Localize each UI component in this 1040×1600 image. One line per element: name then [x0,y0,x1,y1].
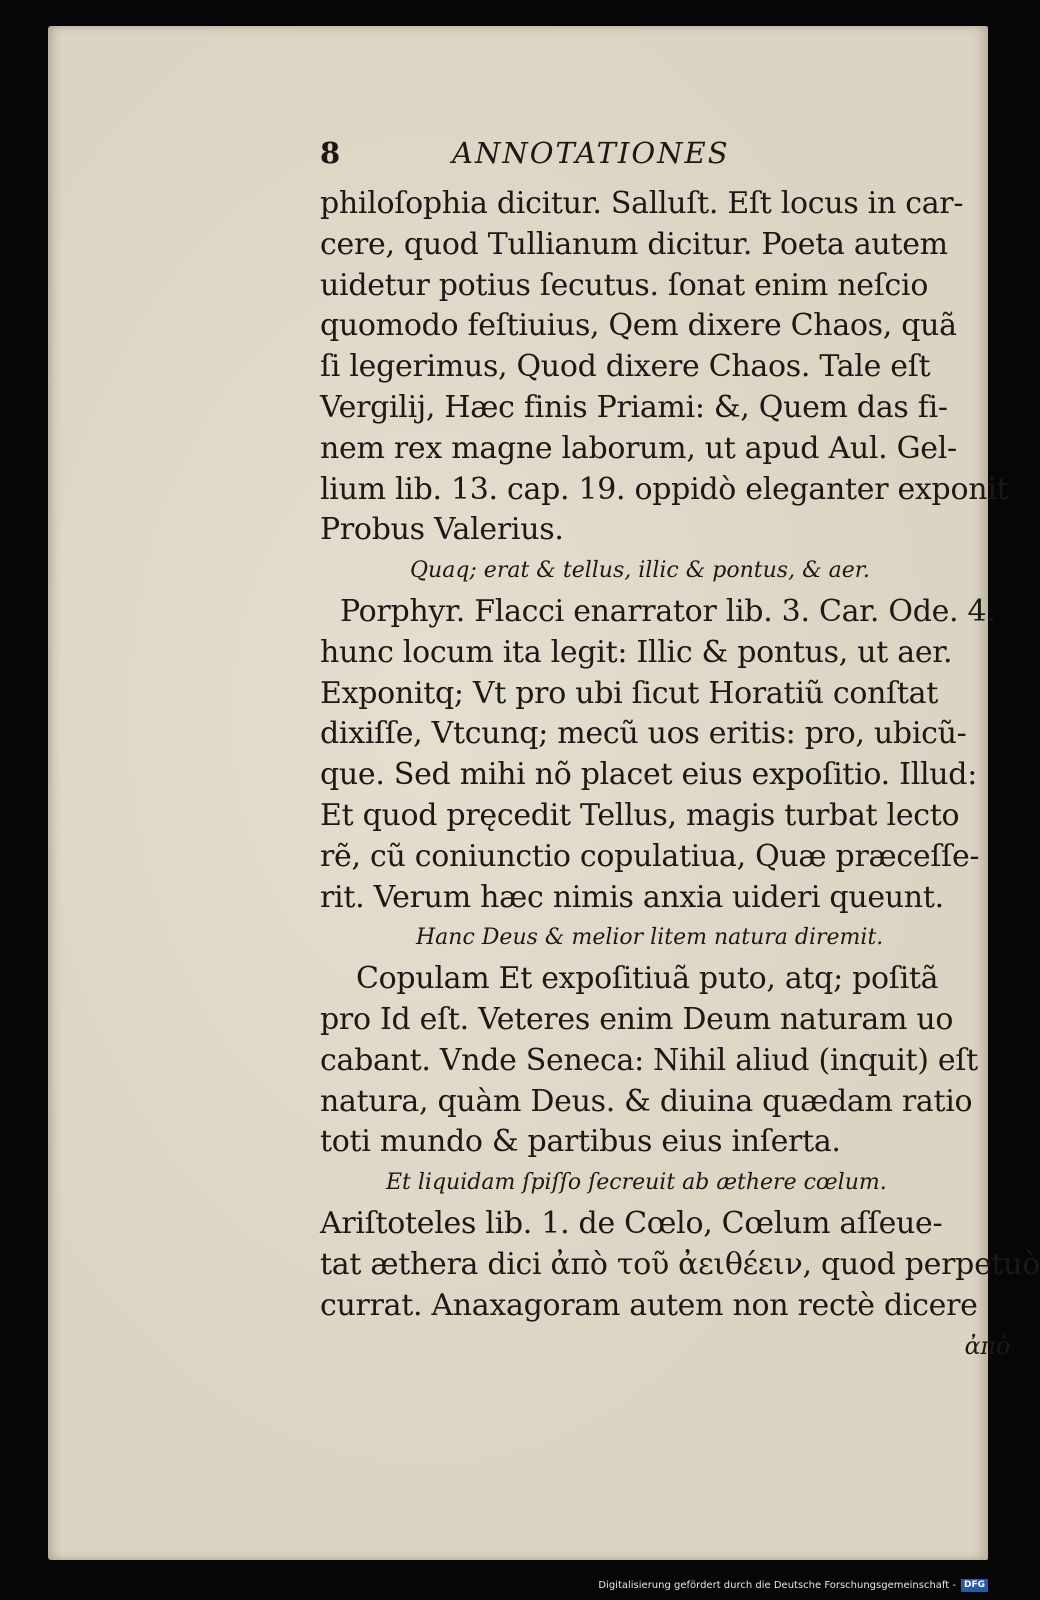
text-line: Et quod pręcedit Tellus, magis turbat lecto [320,797,960,833]
verse-quotation: Quaq; erat & tellus, illic & pontus, & aer. [410,558,870,584]
text-line: Vergilij, Hæc finis Priami: &, Quem das fi- [320,389,948,425]
text-line: que. Sed mihi nõ placet eius expoſitio. Illud: [320,757,978,793]
verse-quotation: Hanc Deus & melior litem natura diremit. [416,925,884,951]
book-page [48,26,1040,1560]
page-number: 8 [320,136,343,170]
text-line: ſi legerimus, Quod dixere Chaos. Tale eſt [320,349,931,385]
text-line: Porphyr. Flacci enarrator lib. 3. Car. Ode. 4. [340,593,996,629]
text-line: cere, quod Tullianum dicitur. Poeta autem [320,226,948,262]
text-line: hunc locum ita legit: Illic & pontus, ut aer. [320,634,953,670]
dfg-logo: DFG [961,1579,988,1592]
text-line: rẽ, cũ coniunctio copulatiua, Quæ præceſſe- [320,838,980,874]
text-line: philoſophia dicitur. Salluſt. Eſt locus in car- [320,186,964,221]
text-line: quomodo feſtiuius, Qem dixere Chaos, quã [320,308,957,344]
text-line: uidetur potius ſecutus. ſonat enim neſcio [320,267,929,303]
verse-quotation: Et liquidam ſpiſſo ſecreuit ab æthere cœlum. [386,1170,887,1196]
text-block [320,136,1040,1367]
catchword: ἀπὸ [964,1332,1010,1361]
text-line: lium lib. 13. cap. 19. oppidò eleganter exponit [320,471,1009,507]
text-line: cabant. Vnde Seneca: Nihil aliud (inquit) eſt [320,1042,978,1078]
text-line: rit. Verum hæc nimis anxia uideri queunt. [320,879,944,915]
text-line: Ariſtoteles lib. 1. de Cœlo, Cœlum aſſeue- [320,1205,943,1241]
running-head-title: ANNOTATIONES [452,136,730,170]
text-line: natura, quàm Deus. & diuina quædam ratio [320,1083,973,1119]
text-line: toti mundo & partibus eius inſerta. [320,1124,841,1160]
credit-text: Digitalisierung gefördert durch die Deutsche Forschungsgemeinschaft - [598,1580,956,1591]
text-line: Exponitq; Vt pro ubi ſicut Horatiũ conſtat [320,675,939,711]
text-line: tat æthera dici ἀπὸ τοῦ ἀειθέειν, quod perpetuò [320,1246,1040,1282]
text-line: Probus Valerius. [320,512,564,548]
digitization-credit [598,1579,988,1592]
text-line: Copulam Et expoſitiuã puto, atq; poſitã [356,961,939,997]
text-line: pro Id eſt. Veteres enim Deum naturam uo [320,1001,954,1037]
text-line: dixiſſe, Vtcunq; mecũ uos eritis: pro, ubicũ- [320,716,967,752]
text-line: currat. Anaxagoram autem non rectè dicere [320,1287,978,1323]
running-head [320,136,1010,184]
text-line: nem rex magne laborum, ut apud Aul. Gel- [320,430,957,466]
